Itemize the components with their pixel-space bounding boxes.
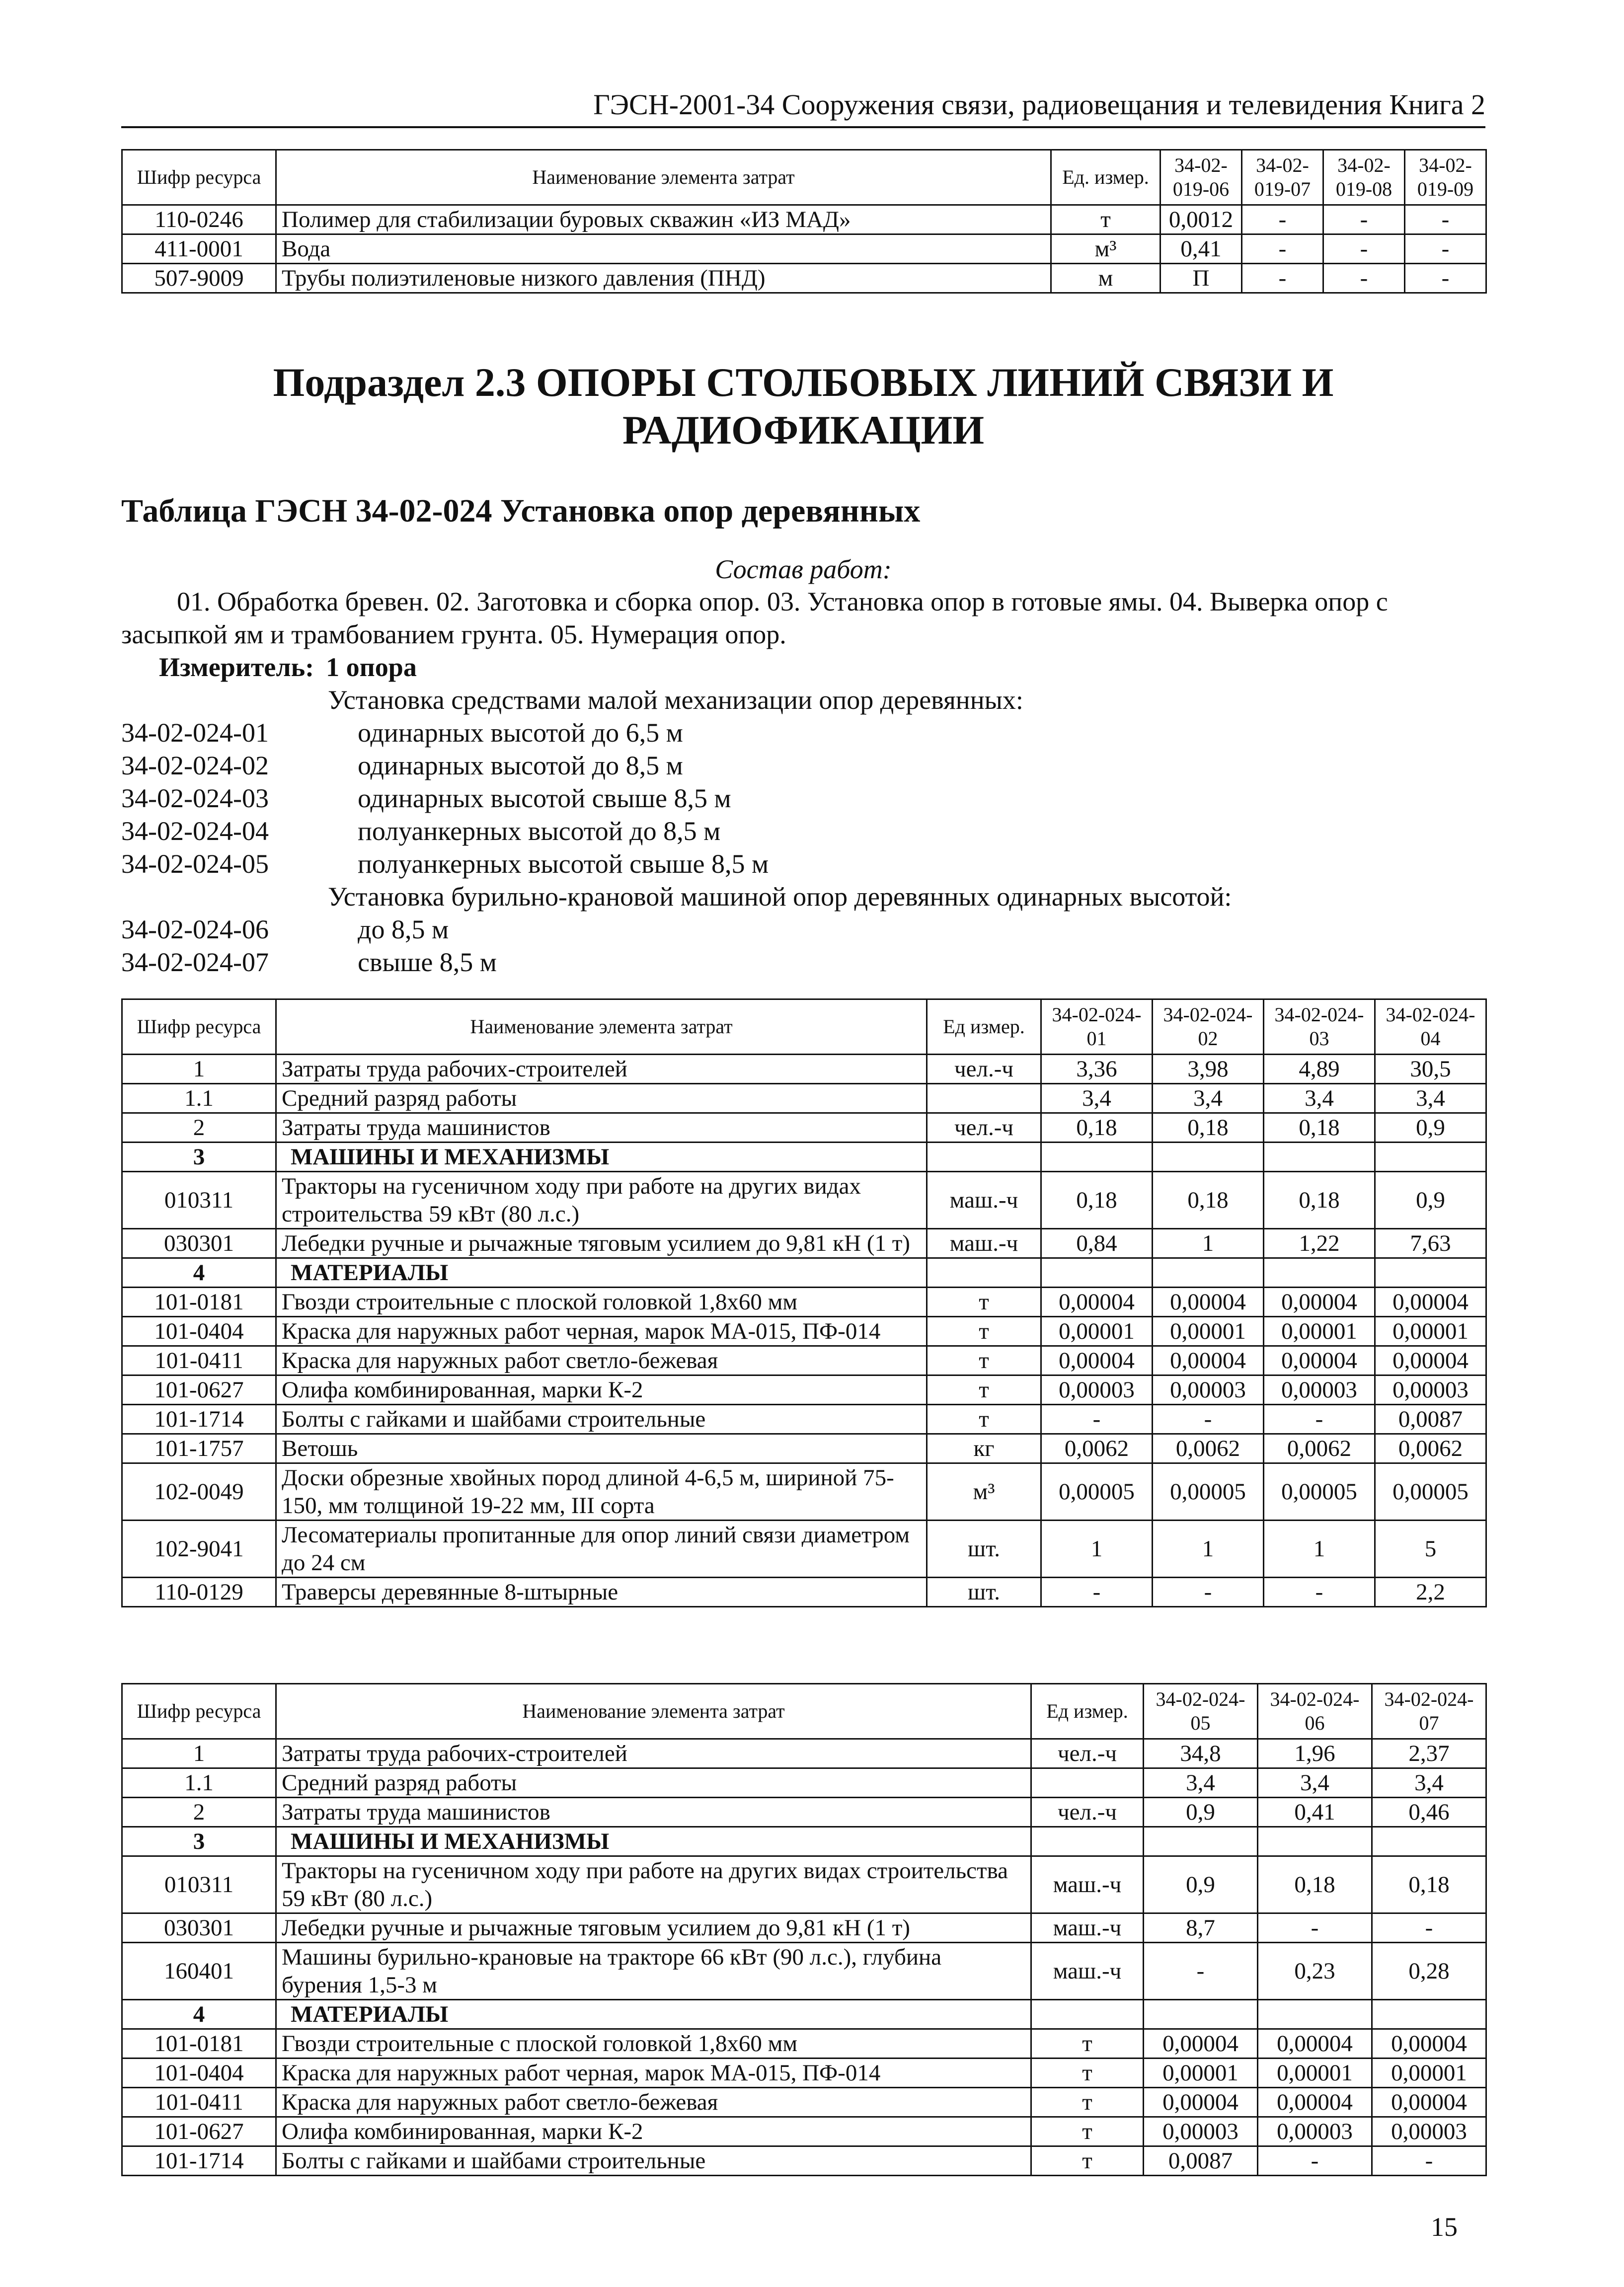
cell-value: 0,00003 <box>1375 1375 1486 1405</box>
header-unit: Ед. измер. <box>1051 150 1160 205</box>
norm-code: 34-02-024-03 <box>121 783 269 813</box>
cell-value <box>1375 1258 1486 1288</box>
cell-value: 0,00003 <box>1372 2117 1486 2146</box>
cell-value: 3,4 <box>1375 1084 1486 1113</box>
cell-unit: т <box>927 1317 1041 1346</box>
header-name: Наименование элемента затрат <box>276 150 1051 205</box>
table-row <box>122 1084 1486 1113</box>
cell-value: 0,00004 <box>1041 1288 1153 1317</box>
cell-unit <box>1031 1768 1144 1798</box>
cell-value <box>1264 1143 1375 1172</box>
norm-text: до 8,5 м <box>358 915 449 944</box>
cell-unit: шт. <box>927 1521 1041 1578</box>
cell-value: 0,0012 <box>1160 205 1242 234</box>
cell-value: 0,28 <box>1372 1943 1486 2000</box>
cell-name: Трубы полиэтиленовые низкого давления (ПНД) <box>276 264 1051 293</box>
cell-unit: чел.-ч <box>1031 1798 1144 1827</box>
cell-value: 0,0062 <box>1041 1434 1153 1463</box>
cell-name: Лесоматериалы пропитанные для опор линий связи диаметром до 24 см <box>276 1521 927 1578</box>
cell-code: 3 <box>122 1827 276 1856</box>
cell-value: 0,00001 <box>1144 2058 1258 2088</box>
table-section-row <box>122 2000 1486 2029</box>
cell-unit <box>927 1143 1041 1172</box>
header-name: Наименование элемента затрат <box>276 999 927 1055</box>
cell-value: 0,00003 <box>1041 1375 1153 1405</box>
cell-value: 0,0062 <box>1375 1434 1486 1463</box>
cell-value: - <box>1405 264 1486 293</box>
cell-unit: шт. <box>927 1578 1041 1607</box>
cell-unit: м³ <box>927 1463 1041 1521</box>
cell-value: 2,37 <box>1372 1739 1486 1768</box>
cell-value: 0,00003 <box>1264 1375 1375 1405</box>
norm-text: полуанкерных высотой свыше 8,5 м <box>358 849 769 879</box>
table-row <box>122 1943 1486 2000</box>
table-row <box>122 2117 1486 2146</box>
cell-code: 101-0181 <box>122 1288 276 1317</box>
cell-value: - <box>1372 1913 1486 1943</box>
cell-value: 2,2 <box>1375 1578 1486 1607</box>
cell-value: - <box>1264 1405 1375 1434</box>
cell-code: 507-9009 <box>122 264 276 293</box>
cell-value: 0,00001 <box>1258 2058 1372 2088</box>
cell-name: Машины бурильно-крановые на тракторе 66 кВт (90 л.с.), глубина бурения 1,5-3 м <box>276 1943 1031 2000</box>
cell-code: 1.1 <box>122 1084 276 1113</box>
cell-name: Краска для наружных работ черная, марок МА-015, ПФ-014 <box>276 2058 1031 2088</box>
cell-code: 3 <box>122 1143 276 1172</box>
cell-value: 0,0062 <box>1264 1434 1375 1463</box>
norm-code: 34-02-024-07 <box>121 947 269 977</box>
cell-value: 0,23 <box>1258 1943 1372 2000</box>
table-row <box>122 205 1486 234</box>
resource-table-024-05-07 <box>121 1683 1487 2176</box>
table-row <box>122 1856 1486 1913</box>
header-norm-column: 34-02-019-08 <box>1323 150 1405 205</box>
cell-value: - <box>1323 264 1405 293</box>
cell-value: - <box>1041 1578 1153 1607</box>
norm-code: 34-02-024-01 <box>121 718 269 748</box>
resource-table-024-01-04 <box>121 998 1487 1607</box>
cell-unit: т <box>1031 2146 1144 2176</box>
cell-name: Гвозди строительные с плоской головкой 1,8x60 мм <box>276 2029 1031 2058</box>
cell-value: 0,84 <box>1041 1229 1153 1258</box>
cell-value <box>1144 1827 1258 1856</box>
page-header: ГЭСН-2001-34 Сооружения связи, радиовещания и телевидения Книга 2 <box>121 88 1485 128</box>
cell-name: Болты с гайками и шайбами строительные <box>276 1405 927 1434</box>
cell-value: 0,00005 <box>1041 1463 1153 1521</box>
cell-value: 0,00004 <box>1144 2029 1258 2058</box>
cell-code: 101-0404 <box>122 2058 276 2088</box>
cell-unit: т <box>927 1346 1041 1375</box>
cell-value: 0,18 <box>1153 1113 1264 1143</box>
table-row <box>122 1055 1486 1084</box>
cell-unit: т <box>1051 205 1160 234</box>
norm-code: 34-02-024-06 <box>121 915 269 944</box>
table-row <box>122 1317 1486 1346</box>
subsection-title: Подраздел 2.3 ОПОРЫ СТОЛБОВЫХ ЛИНИЙ СВЯЗИ И РАДИОФИКАЦИИ <box>273 360 1334 453</box>
cell-name: МАТЕРИАЛЫ <box>276 2000 1031 2029</box>
cell-code: 110-0129 <box>122 1578 276 1607</box>
cell-unit: маш.-ч <box>927 1172 1041 1229</box>
table-row <box>122 1375 1486 1405</box>
cell-unit <box>1031 1827 1144 1856</box>
cell-name: Доски обрезные хвойных пород длиной 4-6,5 м, шириной 75-150, мм толщиной 19-22 мм, III сорта <box>276 1463 927 1521</box>
cell-code: 102-9041 <box>122 1521 276 1578</box>
cell-value: 0,9 <box>1375 1113 1486 1143</box>
cell-value: 3,4 <box>1144 1768 1258 1798</box>
cell-unit: чел.-ч <box>927 1113 1041 1143</box>
cell-value: 0,00004 <box>1258 2029 1372 2058</box>
cell-value: 0,18 <box>1041 1172 1153 1229</box>
cell-code: 411-0001 <box>122 234 276 264</box>
cell-value: 3,4 <box>1041 1084 1153 1113</box>
cell-name: Полимер для стабилизации буровых скважин «ИЗ МАД» <box>276 205 1051 234</box>
cell-value <box>1144 2000 1258 2029</box>
cell-value: 0,00004 <box>1153 1346 1264 1375</box>
cell-value: 0,18 <box>1264 1172 1375 1229</box>
cell-value: 0,18 <box>1372 1856 1486 1913</box>
cell-name: Вода <box>276 234 1051 264</box>
cell-value: 0,9 <box>1375 1172 1486 1229</box>
cell-unit <box>927 1258 1041 1288</box>
cell-value: 0,00001 <box>1264 1317 1375 1346</box>
cell-name: Затраты труда рабочих-строителей <box>276 1055 927 1084</box>
table-row <box>122 1521 1486 1578</box>
cell-value: 0,00004 <box>1153 1288 1264 1317</box>
table-row <box>122 1739 1486 1768</box>
cell-value: 8,7 <box>1144 1913 1258 1943</box>
table-section-row <box>122 1258 1486 1288</box>
table-row <box>122 1405 1486 1434</box>
cell-code: 101-0411 <box>122 1346 276 1375</box>
cell-unit: т <box>1031 2117 1144 2146</box>
header-norm-column: 34-02-024-06 <box>1258 1684 1372 1739</box>
cell-value: 0,00001 <box>1375 1317 1486 1346</box>
norm-code: 34-02-024-05 <box>121 849 269 879</box>
cell-value: 1,22 <box>1264 1229 1375 1258</box>
cell-value: 1,96 <box>1258 1739 1372 1768</box>
cell-value: 0,00004 <box>1372 2088 1486 2117</box>
table-row <box>122 2088 1486 2117</box>
measure-value: 1 опора <box>326 652 417 682</box>
header-norm-column: 34-02-019-07 <box>1242 150 1323 205</box>
cell-code: 101-1714 <box>122 1405 276 1434</box>
cell-value: 0,00004 <box>1041 1346 1153 1375</box>
table-row <box>122 1913 1486 1943</box>
cell-value: - <box>1264 1578 1375 1607</box>
cell-value: 5 <box>1375 1521 1486 1578</box>
cell-code: 2 <box>122 1798 276 1827</box>
cell-value: 0,00004 <box>1372 2029 1486 2058</box>
work-composition-label: Состав работ: <box>715 554 892 584</box>
cell-code: 110-0246 <box>122 205 276 234</box>
cell-code: 101-0627 <box>122 1375 276 1405</box>
group-heading: Установка бурильно-крановой машиной опор деревянных одинарных высотой: <box>328 882 1232 912</box>
cell-unit: маш.-ч <box>1031 1856 1144 1913</box>
cell-value <box>1153 1143 1264 1172</box>
table-row <box>122 1463 1486 1521</box>
cell-unit: маш.-ч <box>1031 1943 1144 2000</box>
cell-code: 101-1714 <box>122 2146 276 2176</box>
table-row <box>122 264 1486 293</box>
cell-value: 34,8 <box>1144 1739 1258 1768</box>
table-row <box>122 1768 1486 1798</box>
cell-code: 030301 <box>122 1229 276 1258</box>
cell-unit: т <box>927 1405 1041 1434</box>
header-unit: Ед измер. <box>927 999 1041 1055</box>
cell-value <box>1372 1827 1486 1856</box>
cell-value: 1 <box>1264 1521 1375 1578</box>
cell-value: - <box>1153 1405 1264 1434</box>
cell-value: 3,4 <box>1372 1768 1486 1798</box>
header-norm-column: 34-02-024-05 <box>1144 1684 1258 1739</box>
cell-value: - <box>1258 1913 1372 1943</box>
cell-value <box>1264 1258 1375 1288</box>
cell-code: 101-0627 <box>122 2117 276 2146</box>
cell-code: 4 <box>122 2000 276 2029</box>
cell-code: 1.1 <box>122 1768 276 1798</box>
cell-value: 0,00001 <box>1041 1317 1153 1346</box>
cell-code: 101-0411 <box>122 2088 276 2117</box>
cell-code: 101-0404 <box>122 1317 276 1346</box>
cell-value: - <box>1242 205 1323 234</box>
norm-code: 34-02-024-04 <box>121 816 269 846</box>
table-row <box>122 1434 1486 1463</box>
cell-value: 0,00004 <box>1264 1346 1375 1375</box>
cell-value: 3,36 <box>1041 1055 1153 1084</box>
cell-name: Затраты труда машинистов <box>276 1113 927 1143</box>
header-norm-column: 34-02-024-07 <box>1372 1684 1486 1739</box>
cell-name: МАШИНЫ И МЕХАНИЗМЫ <box>276 1827 1031 1856</box>
cell-value: 4,89 <box>1264 1055 1375 1084</box>
cell-code: 101-0181 <box>122 2029 276 2058</box>
cell-value <box>1258 1827 1372 1856</box>
header-norm-column: 34-02-024-01 <box>1041 999 1153 1055</box>
cell-value <box>1375 1143 1486 1172</box>
cell-value: 0,00005 <box>1375 1463 1486 1521</box>
table-continuation-019 <box>121 149 1487 294</box>
cell-name: МАТЕРИАЛЫ <box>276 1258 927 1288</box>
cell-value: 0,00004 <box>1258 2088 1372 2117</box>
cell-name: Болты с гайками и шайбами строительные <box>276 2146 1031 2176</box>
cell-value: 0,9 <box>1144 1798 1258 1827</box>
cell-unit: т <box>1031 2058 1144 2088</box>
cell-value: 0,00004 <box>1375 1346 1486 1375</box>
cell-unit: кг <box>927 1434 1041 1463</box>
header-unit: Ед измер. <box>1031 1684 1144 1739</box>
cell-name: Краска для наружных работ светло-бежевая <box>276 2088 1031 2117</box>
table-row <box>122 1172 1486 1229</box>
norm-code: 34-02-024-02 <box>121 751 269 780</box>
cell-value: 0,41 <box>1258 1798 1372 1827</box>
cell-value: 7,63 <box>1375 1229 1486 1258</box>
cell-name: Лебедки ручные и рычажные тяговым усилием до 9,81 кН (1 т) <box>276 1913 1031 1943</box>
cell-value: 0,0087 <box>1144 2146 1258 2176</box>
cell-name: Ветошь <box>276 1434 927 1463</box>
cell-value: 1 <box>1041 1521 1153 1578</box>
header-code: Шифр ресурса <box>122 150 276 205</box>
cell-code: 2 <box>122 1113 276 1143</box>
cell-value: П <box>1160 264 1242 293</box>
cell-code: 010311 <box>122 1856 276 1913</box>
norm-text: полуанкерных высотой до 8,5 м <box>358 816 721 846</box>
table-row <box>122 2146 1486 2176</box>
cell-value: - <box>1242 234 1323 264</box>
table-row <box>122 1288 1486 1317</box>
cell-name: Затраты труда рабочих-строителей <box>276 1739 1031 1768</box>
cell-unit <box>1031 2000 1144 2029</box>
cell-code: 4 <box>122 1258 276 1288</box>
table-header-row <box>122 999 1486 1055</box>
table-row <box>122 1113 1486 1143</box>
norm-text: свыше 8,5 м <box>358 947 497 977</box>
header-norm-column: 34-02-019-06 <box>1160 150 1242 205</box>
cell-value: 0,18 <box>1258 1856 1372 1913</box>
cell-value <box>1153 1258 1264 1288</box>
group-heading: Установка средствами малой механизации опор деревянных: <box>328 685 1023 715</box>
cell-value: 3,4 <box>1258 1768 1372 1798</box>
cell-value: 0,00001 <box>1153 1317 1264 1346</box>
cell-code: 160401 <box>122 1943 276 2000</box>
cell-value: 1 <box>1153 1521 1264 1578</box>
cell-value: - <box>1323 234 1405 264</box>
measure-line <box>159 651 429 684</box>
table-row <box>122 234 1486 264</box>
table-row <box>122 2029 1486 2058</box>
cell-name: Лебедки ручные и рычажные тяговым усилием до 9,81 кН (1 т) <box>276 1229 927 1258</box>
table-row <box>122 1798 1486 1827</box>
cell-value: 0,00004 <box>1375 1288 1486 1317</box>
table-header-row <box>122 1684 1486 1739</box>
cell-unit: чел.-ч <box>927 1055 1041 1084</box>
cell-name: Средний разряд работы <box>276 1084 927 1113</box>
cell-unit: маш.-ч <box>927 1229 1041 1258</box>
cell-name: Краска для наружных работ черная, марок МА-015, ПФ-014 <box>276 1317 927 1346</box>
header-name: Наименование элемента затрат <box>276 1684 1031 1739</box>
cell-value: 0,00003 <box>1258 2117 1372 2146</box>
cell-value: 0,00003 <box>1144 2117 1258 2146</box>
cell-value: - <box>1323 205 1405 234</box>
cell-value: 0,18 <box>1264 1113 1375 1143</box>
norm-text: одинарных высотой до 6,5 м <box>358 718 683 748</box>
cell-value: - <box>1242 264 1323 293</box>
header-code: Шифр ресурса <box>122 1684 276 1739</box>
cell-value: 0,0087 <box>1375 1405 1486 1434</box>
header-norm-column: 34-02-024-04 <box>1375 999 1486 1055</box>
header-norm-column: 34-02-024-02 <box>1153 999 1264 1055</box>
cell-value: 0,00001 <box>1372 2058 1486 2088</box>
cell-name: Тракторы на гусеничном ходу при работе на других видах строительства 59 кВт (80 л.с.) <box>276 1856 1031 1913</box>
cell-value: 3,4 <box>1264 1084 1375 1113</box>
cell-unit: т <box>927 1375 1041 1405</box>
cell-code: 030301 <box>122 1913 276 1943</box>
cell-value: - <box>1153 1578 1264 1607</box>
cell-value <box>1258 2000 1372 2029</box>
cell-value: 0,46 <box>1372 1798 1486 1827</box>
cell-value <box>1041 1143 1153 1172</box>
cell-unit: т <box>1031 2029 1144 2058</box>
table-row <box>122 1229 1486 1258</box>
cell-value: 0,41 <box>1160 234 1242 264</box>
cell-value: 30,5 <box>1375 1055 1486 1084</box>
cell-unit: м³ <box>1051 234 1160 264</box>
measure-label: Измеритель: <box>159 652 314 682</box>
cell-value: 0,18 <box>1153 1172 1264 1229</box>
cell-name: Траверсы деревянные 8-штырные <box>276 1578 927 1607</box>
table-header-row <box>122 150 1486 205</box>
cell-code: 1 <box>122 1739 276 1768</box>
cell-name: Краска для наружных работ светло-бежевая <box>276 1346 927 1375</box>
header-code: Шифр ресурса <box>122 999 276 1055</box>
cell-code: 101-1757 <box>122 1434 276 1463</box>
cell-name: Олифа комбинированная, марки К-2 <box>276 2117 1031 2146</box>
table-section-row <box>122 1143 1486 1172</box>
cell-value <box>1372 2000 1486 2029</box>
cell-value: 0,18 <box>1041 1113 1153 1143</box>
cell-value: 0,0062 <box>1153 1434 1264 1463</box>
cell-code: 010311 <box>122 1172 276 1229</box>
cell-value: - <box>1405 205 1486 234</box>
cell-value <box>1041 1258 1153 1288</box>
cell-unit: т <box>927 1288 1041 1317</box>
cell-name: Средний разряд работы <box>276 1768 1031 1798</box>
cell-name: Тракторы на гусеничном ходу при работе на других видах строительства 59 кВт (80 л.с.) <box>276 1172 927 1229</box>
table-row <box>122 1578 1486 1607</box>
table-section-row <box>122 1827 1486 1856</box>
cell-value: 0,00005 <box>1153 1463 1264 1521</box>
cell-value: 0,00003 <box>1153 1375 1264 1405</box>
cell-value: - <box>1041 1405 1153 1434</box>
cell-name: Олифа комбинированная, марки К-2 <box>276 1375 927 1405</box>
cell-value: 3,98 <box>1153 1055 1264 1084</box>
header-norm-column: 34-02-019-09 <box>1405 150 1486 205</box>
cell-unit: т <box>1031 2088 1144 2117</box>
norm-text: одинарных высотой свыше 8,5 м <box>358 783 731 813</box>
table-row <box>122 2058 1486 2088</box>
cell-unit: чел.-ч <box>1031 1739 1144 1768</box>
cell-unit: маш.-ч <box>1031 1913 1144 1943</box>
cell-unit: м <box>1051 264 1160 293</box>
cell-value: - <box>1258 2146 1372 2176</box>
table-row <box>122 1346 1486 1375</box>
work-composition-text: 01. Обработка бревен. 02. Заготовка и сборка опор. 03. Установка опор в готовые ямы. 04. Выверка опор с засыпкой ям и трамбованием грунта. 05. Нумерация опор. <box>121 587 1388 649</box>
cell-value: - <box>1372 2146 1486 2176</box>
table-title: Таблица ГЭСН 34-02-024 Установка опор деревянных <box>121 493 921 529</box>
cell-value: 0,00004 <box>1144 2088 1258 2117</box>
cell-code: 102-0049 <box>122 1463 276 1521</box>
cell-value: - <box>1144 1943 1258 2000</box>
cell-name: МАШИНЫ И МЕХАНИЗМЫ <box>276 1143 927 1172</box>
page-number: 15 <box>1431 2212 1458 2242</box>
cell-value: 1 <box>1153 1229 1264 1258</box>
cell-value: 0,00005 <box>1264 1463 1375 1521</box>
header-norm-column: 34-02-024-03 <box>1264 999 1375 1055</box>
cell-name: Затраты труда машинистов <box>276 1798 1031 1827</box>
cell-value: 0,9 <box>1144 1856 1258 1913</box>
cell-value: - <box>1405 234 1486 264</box>
cell-unit <box>927 1084 1041 1113</box>
norm-text: одинарных высотой до 8,5 м <box>358 751 683 780</box>
cell-value: 0,00004 <box>1264 1288 1375 1317</box>
cell-name: Гвозди строительные с плоской головкой 1,8x60 мм <box>276 1288 927 1317</box>
cell-code: 1 <box>122 1055 276 1084</box>
cell-value: 3,4 <box>1153 1084 1264 1113</box>
